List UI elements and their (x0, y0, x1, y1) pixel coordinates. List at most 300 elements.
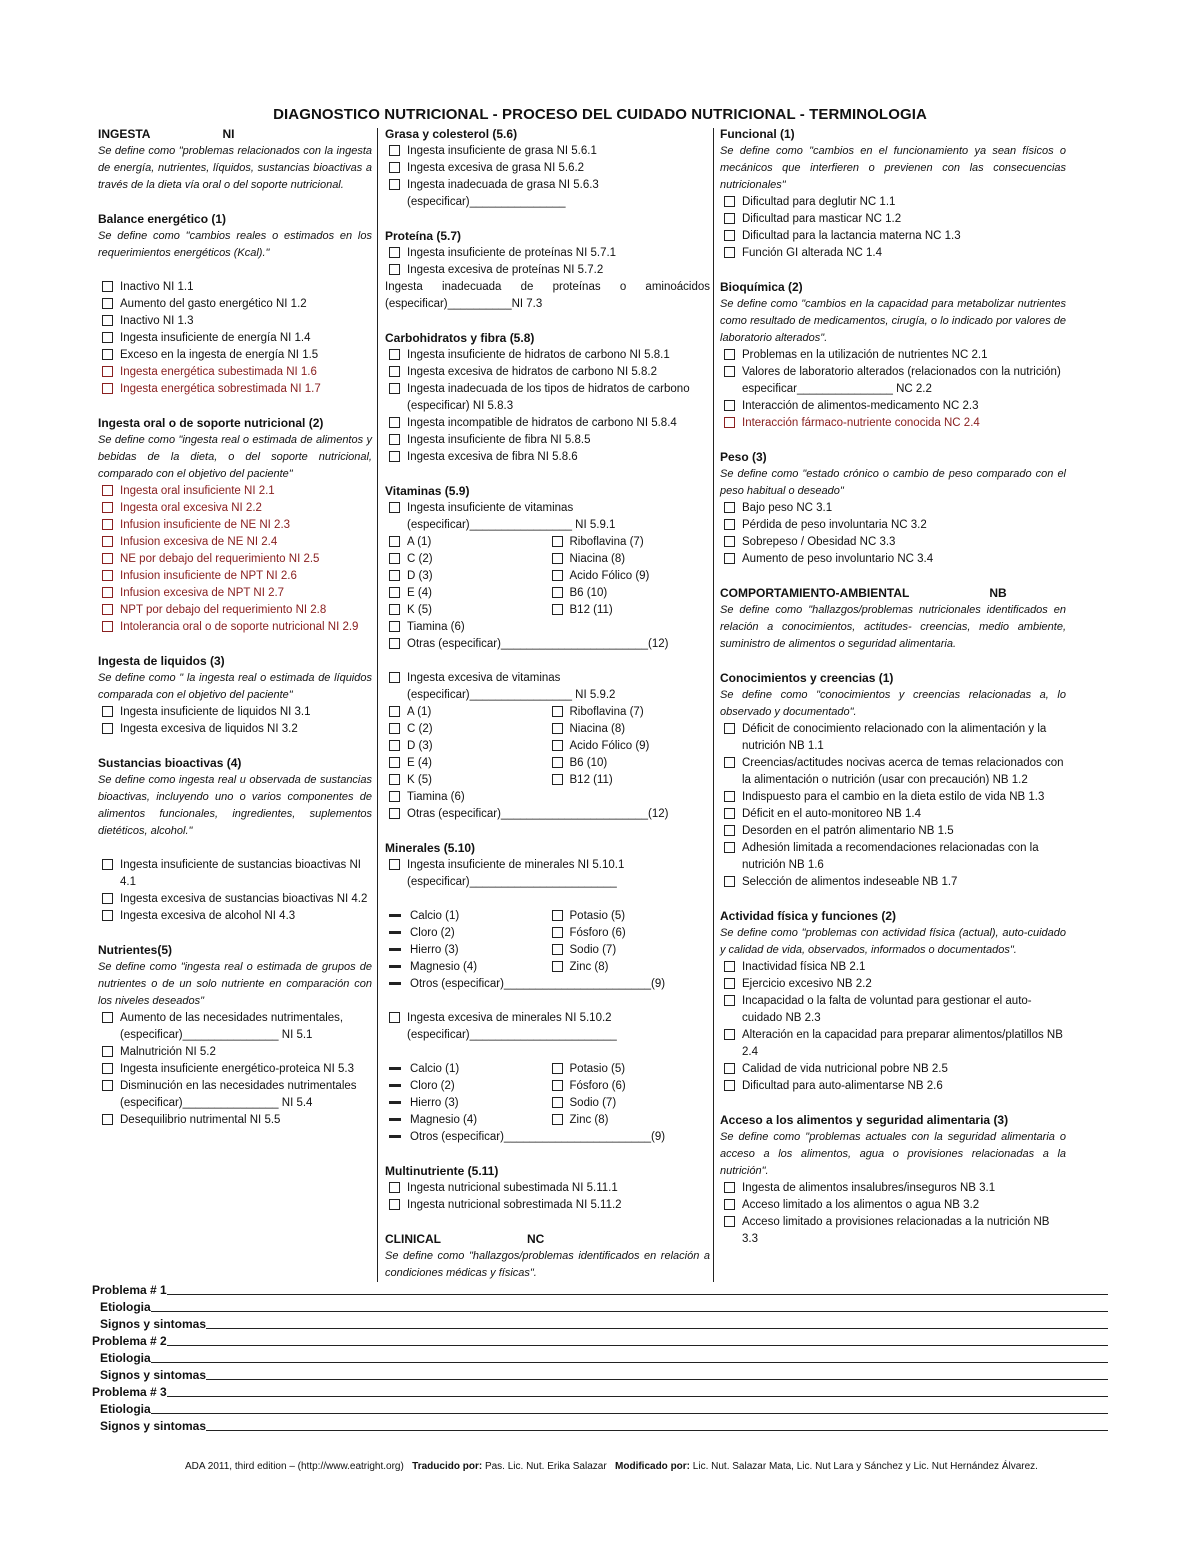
checkbox[interactable] (102, 859, 113, 870)
bioactivas-heading: Sustancias bioactivas (4) (98, 756, 242, 770)
checkbox-item[interactable] (98, 602, 372, 619)
option-item[interactable] (548, 534, 711, 551)
checkbox-item[interactable] (720, 993, 1066, 1027)
checkbox[interactable] (102, 536, 113, 547)
option-item[interactable] (548, 602, 711, 619)
checkbox[interactable] (102, 485, 113, 496)
checkbox-item[interactable] (720, 755, 1066, 789)
checkbox-label: Ingesta insuficiente de liquidos NI 3.1 (120, 706, 311, 718)
checkbox[interactable] (389, 1012, 400, 1023)
option-item[interactable] (385, 1112, 548, 1129)
checkbox-item[interactable] (720, 721, 1066, 755)
checkbox-item[interactable] (720, 1214, 1066, 1248)
checkbox-item[interactable] (98, 279, 372, 296)
etiologia-label: Etiologia (100, 1351, 151, 1365)
checkbox-item[interactable] (385, 1197, 710, 1214)
option-item[interactable] (548, 908, 711, 925)
option-item[interactable] (385, 925, 548, 942)
checkbox[interactable] (102, 349, 113, 360)
checkbox[interactable] (102, 1012, 113, 1023)
dash-mark (389, 1118, 401, 1121)
problem-1-line[interactable] (167, 1282, 1108, 1295)
checkbox-label: Ingesta incompatible de hidratos de carbono NI 5.8.4 (407, 417, 677, 429)
checkbox[interactable] (389, 570, 400, 581)
peso-list (720, 500, 1066, 568)
checkbox[interactable] (724, 825, 735, 836)
checkbox[interactable] (724, 757, 735, 768)
checkbox-item[interactable] (385, 381, 710, 415)
checkbox[interactable] (552, 570, 563, 581)
checkbox-item[interactable] (98, 1112, 372, 1129)
checkbox[interactable] (552, 1080, 563, 1091)
option-label: Sodio (7) (569, 944, 617, 956)
checkbox-item[interactable] (720, 500, 1066, 517)
checkbox-item[interactable] (720, 823, 1066, 840)
actividad-definition: Se define como "problemas con actividad física (actual), auto-cuidado y calidad de vida, observados, informados o documentados". (720, 927, 1066, 956)
checkbox-label: Función GI alterada NC 1.4 (742, 247, 882, 259)
option-item[interactable] (385, 551, 548, 568)
option-item[interactable] (548, 772, 711, 789)
checkbox-label: NPT por debajo del requerimiento NI 2.8 (120, 604, 327, 616)
checkbox[interactable] (389, 706, 400, 717)
checkbox[interactable] (724, 978, 735, 989)
checkbox-item[interactable] (720, 959, 1066, 976)
checkbox[interactable] (389, 434, 400, 445)
minerales-heading: Minerales (5.10) (385, 841, 476, 855)
checkbox-item[interactable] (720, 534, 1066, 551)
option-label: Cloro (2) (410, 1080, 455, 1092)
checkbox-item[interactable] (98, 1061, 372, 1078)
checkbox[interactable] (102, 621, 113, 632)
column-ingesta (98, 126, 372, 1129)
checkbox-item[interactable] (720, 194, 1066, 211)
checkbox-item[interactable] (98, 534, 372, 551)
checkbox[interactable] (552, 604, 563, 615)
checkbox[interactable] (552, 927, 563, 938)
checkbox-item[interactable] (720, 1061, 1066, 1078)
checkbox-item[interactable] (720, 1180, 1066, 1197)
checkbox-item[interactable] (385, 143, 710, 160)
checkbox[interactable] (552, 1097, 563, 1108)
option-item[interactable] (548, 1095, 711, 1112)
checkbox[interactable] (724, 1182, 735, 1193)
checkbox[interactable] (389, 638, 400, 649)
checkbox[interactable] (724, 723, 735, 734)
checkbox[interactable] (102, 553, 113, 564)
checkbox[interactable] (389, 349, 400, 360)
checkbox-item[interactable] (720, 517, 1066, 534)
checkbox[interactable] (389, 451, 400, 462)
option-item[interactable] (548, 704, 711, 721)
checkbox[interactable] (724, 349, 735, 360)
bioquimica-list (720, 347, 1066, 432)
minerales-insuficiente-label: Ingesta insuficiente de minerales NI 5.10.1 (especificar)_______________________ (407, 859, 625, 888)
checkbox-item[interactable] (385, 432, 710, 449)
checkbox-item[interactable] (98, 1044, 372, 1061)
checkbox[interactable] (724, 961, 735, 972)
option-label: Magnesio (4) (410, 1114, 478, 1126)
checkbox[interactable] (724, 995, 735, 1006)
vitaminas-excesiva-label: Ingesta excesiva de vitaminas (especificar)________________ NI 5.9.2 (407, 672, 616, 701)
option-item[interactable] (385, 704, 548, 721)
checkbox[interactable] (552, 706, 563, 717)
option-item[interactable] (385, 789, 710, 806)
option-item[interactable] (385, 806, 710, 823)
checkbox-item[interactable] (385, 364, 710, 381)
checkbox-item[interactable] (720, 364, 1066, 398)
bioquimica-heading: Bioquímica (2) (720, 280, 803, 294)
checkbox-label: Interacción de alimentos-medicamento NC 2.3 (742, 400, 979, 412)
problem-1-signos-row[interactable] (92, 1316, 1108, 1333)
checkbox[interactable] (724, 876, 735, 887)
checkbox-item[interactable] (720, 415, 1066, 432)
checkbox-item[interactable] (720, 874, 1066, 891)
checkbox-item[interactable] (720, 976, 1066, 993)
ingesta-definition: Se define como "problemas relacionados con la ingesta de energía, nutrientes, líquidos, sustancias bioactivas a través de la dieta vía oral o del soporte nutricional. (98, 145, 372, 191)
checkbox-item[interactable] (720, 789, 1066, 806)
option-label: Hierro (3) (410, 1097, 459, 1109)
problem-label: Problema # 3 (92, 1385, 167, 1399)
checkbox[interactable] (389, 383, 400, 394)
checkbox-item[interactable] (385, 1180, 710, 1197)
checkbox[interactable] (724, 213, 735, 224)
checkbox[interactable] (102, 502, 113, 513)
checkbox-item[interactable] (720, 551, 1066, 568)
vitaminas-insuficiente-tail (385, 619, 710, 653)
checkbox-label: Ingesta excesiva de sustancias bioactivas NI 4.2 (120, 893, 368, 905)
option-label: Zinc (8) (569, 961, 609, 973)
etiologia-line[interactable] (151, 1401, 1108, 1414)
checkbox-item[interactable] (720, 347, 1066, 364)
ingesta-heading: INGESTA (98, 127, 151, 141)
problem-2-signos-row[interactable] (92, 1367, 1108, 1384)
problem-3-etiologia-row[interactable] (92, 1401, 1108, 1418)
actividad-list (720, 959, 1066, 1095)
checkbox-item[interactable] (720, 806, 1066, 823)
checkbox[interactable] (102, 587, 113, 598)
checkbox[interactable] (389, 740, 400, 751)
checkbox[interactable] (389, 723, 400, 734)
option-item[interactable] (548, 1078, 711, 1095)
checkbox[interactable] (724, 1199, 735, 1210)
checkbox[interactable] (552, 723, 563, 734)
checkbox-item[interactable] (98, 330, 372, 347)
checkbox[interactable] (389, 162, 400, 173)
option-item[interactable] (385, 619, 710, 636)
checkbox-item[interactable] (385, 500, 710, 534)
checkbox[interactable] (552, 961, 563, 972)
checkbox-item[interactable] (720, 1197, 1066, 1214)
checkbox-item[interactable] (720, 245, 1066, 262)
checkbox-item[interactable] (98, 296, 372, 313)
checkbox-item[interactable] (720, 1027, 1066, 1061)
checkbox[interactable] (724, 502, 735, 513)
option-item[interactable] (548, 738, 711, 755)
checkbox[interactable] (389, 145, 400, 156)
checkbox[interactable] (389, 587, 400, 598)
checkbox[interactable] (552, 1114, 563, 1125)
checkbox[interactable] (102, 383, 113, 394)
option-item[interactable] (548, 551, 711, 568)
option-label: B12 (11) (569, 774, 613, 786)
checkbox-label: Interacción fármaco-nutriente conocida NC 2.4 (742, 417, 980, 429)
option-item[interactable] (385, 585, 548, 602)
checkbox[interactable] (724, 366, 735, 377)
checkbox[interactable] (102, 910, 113, 921)
funcional-definition: Se define como "cambios en el funcionamiento ya sean físicos o mecánicos que interfieren o previenen con las consecuencias nutricionales" (720, 145, 1066, 191)
checkbox[interactable] (389, 757, 400, 768)
checkbox[interactable] (389, 502, 400, 513)
checkbox[interactable] (724, 553, 735, 564)
checkbox[interactable] (552, 553, 563, 564)
checkbox-item[interactable] (98, 500, 372, 517)
checkbox-item[interactable] (720, 840, 1066, 874)
checkbox[interactable] (552, 1063, 563, 1074)
checkbox[interactable] (102, 604, 113, 615)
checkbox[interactable] (389, 1182, 400, 1193)
checkbox[interactable] (389, 808, 400, 819)
checkbox-item[interactable] (385, 1010, 710, 1044)
checkbox[interactable] (552, 944, 563, 955)
checkbox-label: Ingesta excesiva de liquidos NI 3.2 (120, 723, 298, 735)
checkbox-item[interactable] (385, 449, 710, 466)
checkbox-label: Ingesta insuficiente de fibra NI 5.8.5 (407, 434, 591, 446)
checkbox[interactable] (389, 672, 400, 683)
dash-mark (389, 1084, 401, 1087)
checkbox-item[interactable] (98, 551, 372, 568)
problem-3-row[interactable] (92, 1384, 1108, 1401)
option-label: C (2) (407, 723, 433, 735)
checkbox-item[interactable] (98, 347, 372, 364)
problem-2-line[interactable] (167, 1333, 1108, 1346)
option-item[interactable] (548, 755, 711, 772)
checkbox[interactable] (102, 893, 113, 904)
footer-modified-by: Lic. Nut. Salazar Mata, Lic. Nut Lara y Sánchez y Lic. Nut Hernández Álvarez. (692, 1461, 1038, 1472)
option-item[interactable] (385, 908, 548, 925)
checkbox[interactable] (102, 570, 113, 581)
checkbox-item[interactable] (98, 908, 372, 925)
checkbox-label: Exceso en la ingesta de energía NI 1.5 (120, 349, 319, 361)
checkbox[interactable] (389, 264, 400, 275)
option-label: Riboflavina (7) (569, 706, 644, 718)
checkbox-item[interactable] (98, 619, 372, 636)
option-item[interactable] (385, 1078, 548, 1095)
option-item[interactable] (385, 772, 548, 789)
checkbox[interactable] (552, 910, 563, 921)
checkbox[interactable] (389, 247, 400, 258)
etiologia-line[interactable] (151, 1299, 1108, 1312)
checkbox-item[interactable] (98, 1010, 372, 1044)
option-item[interactable] (385, 1061, 548, 1078)
checkbox-label: Incapacidad o la falta de voluntad para gestionar el auto-cuidado NB 2.3 (742, 995, 1032, 1024)
signos-line[interactable] (206, 1418, 1108, 1431)
option-item[interactable] (548, 568, 711, 585)
option-label: A (1) (407, 536, 432, 548)
option-item[interactable] (548, 721, 711, 738)
checkbox[interactable] (724, 1029, 735, 1040)
problem-1-row[interactable] (92, 1282, 1108, 1299)
checkbox[interactable] (389, 553, 400, 564)
checkbox-item[interactable] (720, 398, 1066, 415)
checkbox-label: Dificultad para la lactancia materna NC 1.3 (742, 230, 961, 242)
checkbox-item[interactable] (98, 721, 372, 738)
checkbox[interactable] (724, 196, 735, 207)
checkbox[interactable] (102, 332, 113, 343)
checkbox-label: NE por debajo del requerimiento NI 2.5 (120, 553, 320, 565)
checkbox[interactable] (552, 536, 563, 547)
clinical-code: NC (527, 1232, 545, 1246)
signos-label: Signos y sintomas (100, 1419, 207, 1433)
checkbox-item[interactable] (98, 585, 372, 602)
option-item[interactable] (548, 959, 711, 976)
dash-mark (389, 1067, 401, 1070)
checkbox[interactable] (724, 1080, 735, 1091)
checkbox-item[interactable] (98, 517, 372, 534)
checkbox[interactable] (724, 808, 735, 819)
problem-2-etiologia-row[interactable] (92, 1350, 1108, 1367)
checkbox[interactable] (724, 247, 735, 258)
checkbox-item[interactable] (98, 313, 372, 330)
checkbox-label: Ingesta inadecuada de grasa NI 5.6.3 (especificar)_______________ (407, 179, 599, 208)
etiologia-line[interactable] (151, 1350, 1108, 1363)
checkbox-label: Indispuesto para el cambio en la dieta estilo de vida NB 1.3 (742, 791, 1045, 803)
problem-3-signos-row[interactable] (92, 1418, 1108, 1435)
problems-section (92, 1282, 1108, 1435)
checkbox[interactable] (389, 536, 400, 547)
checkbox[interactable] (724, 519, 735, 530)
checkbox-item[interactable] (385, 857, 710, 891)
minerales-otros-label: Otros (especificar)_______________________(9) (410, 978, 666, 990)
checkbox-item[interactable] (385, 415, 710, 432)
comportamiento-title: COMPORTAMIENTO-AMBIENTAL (720, 586, 910, 600)
problem-1-etiologia-row[interactable] (92, 1299, 1108, 1316)
option-item[interactable] (385, 942, 548, 959)
checkbox-label: Ejercicio excesivo NB 2.2 (742, 978, 872, 990)
option-item[interactable] (548, 585, 711, 602)
checkbox-label: Inactivo NI 1.1 (120, 281, 194, 293)
checkbox-label: Bajo peso NC 3.1 (742, 502, 833, 514)
checkbox[interactable] (724, 1216, 735, 1227)
checkbox-item[interactable] (720, 1078, 1066, 1095)
option-item[interactable] (385, 959, 548, 976)
checkbox-item[interactable] (98, 483, 372, 500)
option-label: B6 (10) (569, 587, 608, 599)
checkbox[interactable] (389, 774, 400, 785)
option-item[interactable] (548, 942, 711, 959)
checkbox[interactable] (102, 723, 113, 734)
option-item[interactable] (548, 1061, 711, 1078)
checkbox-item[interactable] (98, 364, 372, 381)
checkbox-label: Acceso limitado a provisiones relacionadas a la nutrición NB 3.3 (742, 1216, 1050, 1245)
checkbox[interactable] (102, 519, 113, 530)
checkbox[interactable] (389, 859, 400, 870)
checkbox-label: Ingesta excesiva de grasa NI 5.6.2 (407, 162, 585, 174)
option-item[interactable] (548, 925, 711, 942)
checkbox-item[interactable] (385, 347, 710, 364)
checkbox[interactable] (389, 1199, 400, 1210)
checkbox-item[interactable] (720, 228, 1066, 245)
checkbox[interactable] (102, 1063, 113, 1074)
checkbox[interactable] (389, 417, 400, 428)
checkbox-label: Intolerancia oral o de soporte nutricional NI 2.9 (120, 621, 359, 633)
checkbox[interactable] (724, 400, 735, 411)
dash-mark (389, 1135, 401, 1138)
checkbox-label: Ingesta energética subestimada NI 1.6 (120, 366, 317, 378)
checkbox-item[interactable] (385, 670, 710, 704)
checkbox[interactable] (724, 230, 735, 241)
checkbox[interactable] (102, 706, 113, 717)
checkbox-item[interactable] (98, 704, 372, 721)
checkbox-label: Aumento de las necesidades nutrimentales, (especificar)_______________ NI 5.1 (120, 1012, 344, 1041)
checkbox[interactable] (724, 536, 735, 547)
checkbox[interactable] (724, 417, 735, 428)
checkbox-item[interactable] (98, 1078, 372, 1112)
checkbox[interactable] (102, 315, 113, 326)
checkbox-item[interactable] (385, 245, 710, 262)
checkbox[interactable] (552, 587, 563, 598)
checkbox[interactable] (724, 791, 735, 802)
checkbox[interactable] (389, 604, 400, 615)
checkbox-item[interactable] (385, 177, 710, 211)
checkbox[interactable] (389, 179, 400, 190)
checkbox-item[interactable] (98, 568, 372, 585)
problem-3-line[interactable] (167, 1384, 1108, 1397)
checkbox[interactable] (389, 791, 400, 802)
checkbox[interactable] (389, 366, 400, 377)
checkbox-label: Ingesta insuficiente energético-proteica NI 5.3 (120, 1063, 354, 1075)
option-item[interactable] (385, 602, 548, 619)
option-item[interactable] (548, 1112, 711, 1129)
option-item[interactable] (385, 534, 548, 551)
signos-line[interactable] (206, 1367, 1108, 1380)
checkbox-label: Dificultad para auto-alimentarse NB 2.6 (742, 1080, 943, 1092)
checkbox[interactable] (552, 757, 563, 768)
checkbox[interactable] (102, 281, 113, 292)
option-label: Acido Fólico (9) (569, 570, 650, 582)
checkbox-item[interactable] (720, 211, 1066, 228)
multinutriente-heading: Multinutriente (5.11) (385, 1164, 499, 1178)
checkbox-item[interactable] (98, 891, 372, 908)
option-item[interactable] (385, 738, 548, 755)
signos-line[interactable] (206, 1316, 1108, 1329)
checkbox-item[interactable] (98, 857, 372, 891)
checkbox[interactable] (724, 1063, 735, 1074)
option-item[interactable] (385, 636, 710, 653)
dash-mark (389, 914, 401, 917)
checkbox-label: Infusion excesiva de NPT NI 2.7 (120, 587, 285, 599)
checkbox[interactable] (102, 1114, 113, 1125)
option-item[interactable] (385, 568, 548, 585)
checkbox-item[interactable] (385, 160, 710, 177)
checkbox-label: Ingesta excesiva de proteínas NI 5.7.2 (407, 264, 604, 276)
checkbox[interactable] (552, 740, 563, 751)
checkbox-label: Déficit de conocimiento relacionado con la alimentación y la nutrición NB 1.1 (742, 723, 1047, 752)
option-item[interactable] (385, 1095, 548, 1112)
option-item[interactable] (385, 721, 548, 738)
checkbox-item[interactable] (98, 381, 372, 398)
checkbox-item[interactable] (385, 262, 710, 279)
checkbox[interactable] (552, 774, 563, 785)
checkbox[interactable] (102, 1046, 113, 1057)
checkbox[interactable] (102, 366, 113, 377)
checkbox[interactable] (724, 842, 735, 853)
option-item[interactable] (385, 755, 548, 772)
checkbox[interactable] (102, 298, 113, 309)
checkbox[interactable] (389, 621, 400, 632)
dash-mark (389, 948, 401, 951)
problem-2-row[interactable] (92, 1333, 1108, 1350)
checkbox[interactable] (102, 1080, 113, 1091)
